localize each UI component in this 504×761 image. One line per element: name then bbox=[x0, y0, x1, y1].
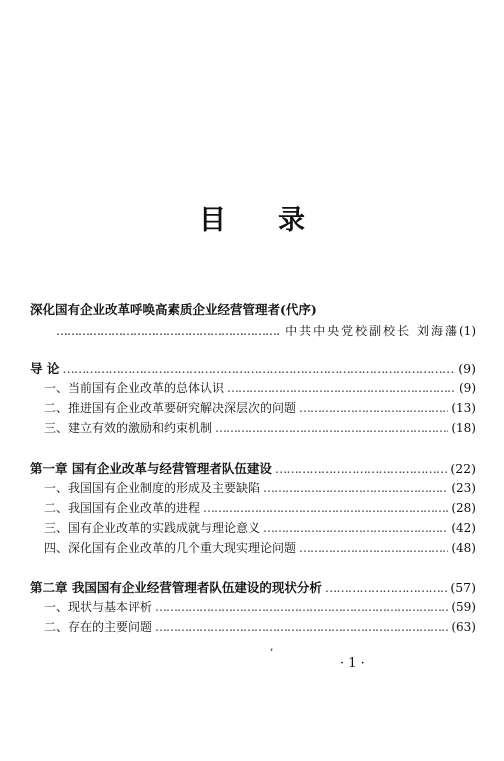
dot-leader bbox=[203, 501, 448, 515]
dot-leader bbox=[299, 541, 448, 555]
toc-entry[interactable] bbox=[44, 539, 476, 559]
toc-entry[interactable] bbox=[44, 379, 476, 399]
toc-page-number: (57) bbox=[450, 580, 476, 595]
toc-page-number: (1) bbox=[459, 324, 476, 338]
toc-page-number: (42) bbox=[451, 521, 476, 535]
toc-page-number: (59) bbox=[451, 600, 476, 614]
page-title bbox=[0, 198, 504, 237]
toc-page-number: (13) bbox=[451, 401, 476, 415]
toc-heading-chapter-2[interactable] bbox=[30, 578, 476, 598]
toc-entry[interactable] bbox=[44, 598, 476, 618]
toc-page-number: (28) bbox=[451, 501, 476, 515]
toc-page-number: (9) bbox=[458, 361, 476, 376]
toc-page-number: (23) bbox=[451, 481, 476, 495]
toc-entry-label: 二、我国国有企业改革的进程 bbox=[44, 501, 201, 515]
toc-heading-chapter-1[interactable] bbox=[30, 459, 476, 479]
toc-entry[interactable] bbox=[44, 519, 476, 539]
toc-page-number: (18) bbox=[451, 421, 476, 435]
preface-author: 中共中央党校副校长 刘海藩 bbox=[285, 324, 459, 338]
toc-entry[interactable] bbox=[44, 499, 476, 519]
toc-entry-label: 三、建立有效的激励和约束机制 bbox=[44, 421, 213, 435]
toc-entry-preface-author-line bbox=[56, 322, 476, 342]
toc-entry-preface[interactable] bbox=[30, 300, 476, 320]
toc-entry[interactable] bbox=[44, 419, 476, 439]
dot-leader bbox=[155, 600, 448, 614]
toc-heading-label: 导 论 bbox=[30, 361, 60, 376]
toc-page-number: (22) bbox=[450, 461, 476, 476]
page-number: · 1 · bbox=[340, 656, 365, 671]
dot-leader bbox=[227, 381, 456, 395]
dot-leader bbox=[56, 324, 279, 338]
toc-entry[interactable] bbox=[44, 618, 476, 638]
title-char-1: 目 bbox=[199, 205, 226, 236]
toc-entry-label: 深化国有企业改革呼唤高素质企业经营管理者(代序) bbox=[30, 302, 317, 317]
toc-heading-introduction[interactable] bbox=[30, 359, 476, 379]
toc-entry-label: 二、存在的主要问题 bbox=[44, 620, 153, 634]
toc-entry-label: 一、现状与基本评析 bbox=[44, 600, 153, 614]
title-char-2: 录 bbox=[278, 205, 305, 236]
toc-page-number: (48) bbox=[451, 541, 476, 555]
dot-leader bbox=[215, 421, 448, 435]
dot-leader bbox=[62, 361, 455, 376]
toc-page-number: (9) bbox=[459, 381, 476, 395]
dot-leader bbox=[263, 521, 448, 535]
stray-mark: , bbox=[270, 640, 274, 653]
toc-entry[interactable] bbox=[44, 399, 476, 419]
dot-leader bbox=[299, 401, 448, 415]
toc-entry-label: 三、国有企业改革的实践成就与理论意义 bbox=[44, 521, 261, 535]
toc-entry[interactable] bbox=[44, 479, 476, 499]
dot-leader bbox=[155, 620, 448, 634]
toc-entry-label: 四、深化国有企业改革的几个重大现实理论问题 bbox=[44, 541, 297, 555]
dot-leader bbox=[263, 481, 448, 495]
toc-page-number: (63) bbox=[451, 620, 476, 634]
toc-heading-label: 第二章 我国国有企业经营管理者队伍建设的现状分析 bbox=[30, 580, 322, 595]
toc-entry-label: 一、我国国有企业制度的形成及主要缺陷 bbox=[44, 481, 261, 495]
toc-entry-label: 二、推进国有企业改革要研究解决深层次的问题 bbox=[44, 401, 297, 415]
toc-entry-label: 一、当前国有企业改革的总体认识 bbox=[44, 381, 225, 395]
dot-leader bbox=[325, 580, 447, 595]
dot-leader bbox=[275, 461, 447, 476]
toc-heading-label: 第一章 国有企业改革与经营管理者队伍建设 bbox=[30, 461, 272, 476]
